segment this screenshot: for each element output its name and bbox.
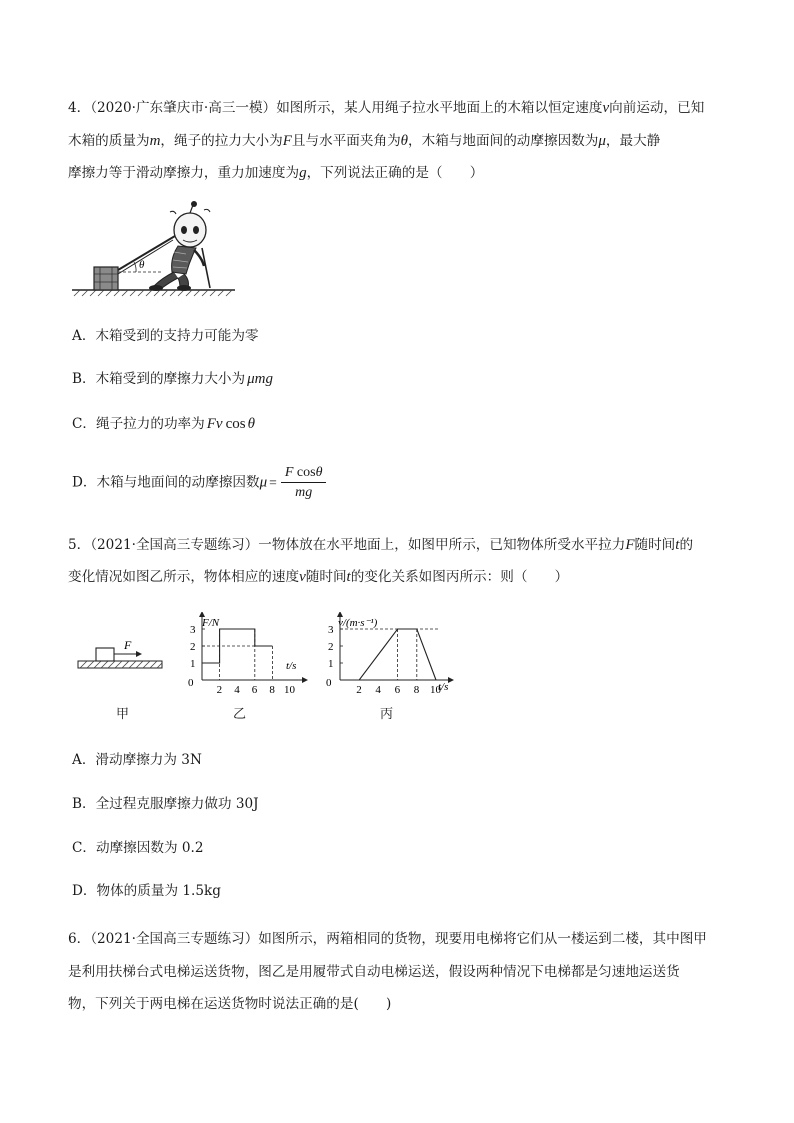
q4-figure-person-pulling-box xyxy=(70,200,240,300)
bing-ylabel: v/(m·s⁻¹) xyxy=(338,617,378,629)
q6-stem-line1: 6．（2021·全国高三专题练习）如图所示，两箱相同的货物，现要用电梯将它们从一楼运到二楼，其中图甲 xyxy=(68,931,707,947)
bing-xtick-6: 6 xyxy=(394,684,401,694)
var-v: v xyxy=(602,100,610,116)
angle-label-theta: θ xyxy=(139,259,145,271)
force-label-F: F xyxy=(124,640,132,652)
yi-ytick-3: 3 xyxy=(190,624,196,636)
caption-yi: 乙 xyxy=(233,707,247,722)
bing-xtick-2: 2 xyxy=(356,684,362,694)
fraction-F-cos-theta-over-mg: $\frac{\text{F cosθ}}{mg}$ xyxy=(281,464,327,501)
q6-stem-line3: 物，下列关于两电梯在运送货物时说法正确的是( ) xyxy=(68,996,392,1012)
block xyxy=(96,648,114,661)
yi-guides xyxy=(202,629,272,680)
q5-stem-line1: 5．（2021·全国高三专题练习）一物体放在水平地面上，如图甲所示，已知物体所受水平拉力F随时间t的 xyxy=(68,537,694,553)
bing-xtick-8: 8 xyxy=(413,684,420,694)
q5-option-c[interactable]: C．动摩擦因数为 0.2 xyxy=(72,840,204,856)
bing-tick-labels xyxy=(328,624,442,694)
rope-lower xyxy=(118,240,173,274)
yi-tick-labels xyxy=(190,624,296,694)
q5-stem-line2: 变化情况如图乙所示，物体相应的速度v随时间t的变化关系如图丙所示：则（ ） xyxy=(68,569,569,585)
var-g: g xyxy=(299,165,307,181)
wooden-box xyxy=(94,267,118,290)
var-F: F xyxy=(282,133,292,149)
yi-xtick-6: 6 xyxy=(251,684,258,694)
bing-guides xyxy=(340,629,440,680)
yi-xtick-8: 8 xyxy=(269,684,275,694)
bing-ytick-3: 3 xyxy=(328,624,334,636)
q4-option-c[interactable]: C．绳子拉力的功率为 Fv cos θ xyxy=(72,416,255,432)
q4-stem-line1: 4．（2020·广东肇庆市·高三一模）如图所示，某人用绳子拉水平地面上的木箱以恒定速度v向前运动，已知 xyxy=(68,100,705,116)
yi-x-axis-arrow xyxy=(302,677,308,683)
yi-origin: 0 xyxy=(188,677,194,689)
q4-stem-line3: 摩擦力等于滑动摩擦力，重力加速度为g，下列说法正确的是（ ） xyxy=(68,165,484,181)
ground-hatch xyxy=(74,290,232,296)
rope xyxy=(118,236,175,270)
yi-xtick-4: 4 xyxy=(234,684,240,694)
bing-origin: 0 xyxy=(326,677,332,689)
q5-option-b[interactable]: B．全过程克服摩擦力做功 30J xyxy=(72,796,259,812)
var-theta: θ xyxy=(400,133,409,149)
bing-ytick-1: 1 xyxy=(328,658,334,670)
yi-ytick-1: 1 xyxy=(190,658,196,670)
yi-xtick-10: 10 xyxy=(284,684,295,694)
yi-ylabel: F/N xyxy=(202,617,220,629)
q4-option-a[interactable]: A．木箱受到的支持力可能为零 xyxy=(72,328,259,344)
yi-y-axis-arrow xyxy=(199,612,205,617)
yi-xtick-2: 2 xyxy=(216,684,223,694)
q5-figure-bing-velocity-time-graph xyxy=(318,612,468,694)
q4-option-d[interactable]: D．木箱与地面间的动摩擦因数μ = $\frac{\text{F cosθ}}{mg}$ xyxy=(72,462,326,503)
yi-ytick-2: 2 xyxy=(190,641,196,653)
q5-figure-jia-block-on-ground xyxy=(76,640,166,674)
q6-stem-line2: 是利用扶梯台式电梯运送货物，图乙是用履带式自动电梯运送，假设两种情况下电梯都是匀速地运送货 xyxy=(68,964,680,980)
q4-stem-line2: 木箱的质量为m，绳子的拉力大小为F且与水平面夹角为θ，木箱与地面间的动摩擦因数为μ，最大静 xyxy=(68,133,661,149)
bing-xlabel: t/s xyxy=(438,681,449,693)
var-mu: μ xyxy=(598,133,606,149)
bing-series-line xyxy=(340,629,436,680)
q5-option-a[interactable]: A．滑动摩擦力为 3N xyxy=(72,752,202,768)
q4-option-b[interactable]: B．木箱受到的摩擦力大小为 μmg xyxy=(72,371,273,387)
caption-bing: 丙 xyxy=(380,707,394,722)
bing-xtick-4: 4 xyxy=(375,684,381,694)
yi-xlabel: t/s xyxy=(286,660,297,672)
q5-option-d[interactable]: D．物体的质量为 1.5kg xyxy=(72,883,221,899)
var-m: m xyxy=(149,133,161,149)
bing-series xyxy=(340,629,436,680)
bing-xtick-10: 10 xyxy=(430,684,441,694)
bing-y-axis-arrow xyxy=(337,612,343,617)
q5-figure-yi-force-time-graph xyxy=(180,612,310,694)
bing-ytick-2: 2 xyxy=(328,641,334,653)
math-mu-m-g: μmg xyxy=(247,371,273,387)
caption-jia: 甲 xyxy=(116,707,130,722)
bing-x-axis-arrow xyxy=(448,677,454,683)
